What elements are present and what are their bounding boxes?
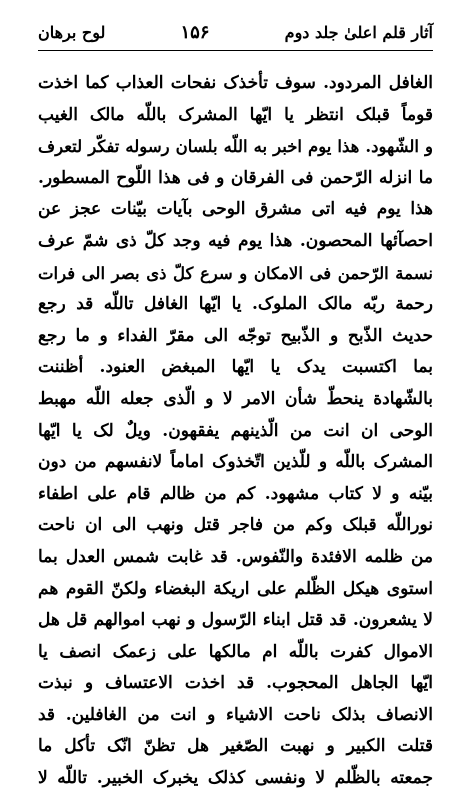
text-line: هذا یوم فیه اتی مشرق الوحی بآیات بیّنات عجز عن [38,199,433,220]
text-line: قوماً قبلک انتظر یا ایّها المشرک باللّه مالک الغیب [38,104,433,125]
page-header [38,18,433,46]
text-line: بالشّهادة ینحطّ شأن الامر لا و الّذی جعله اللّه مهبط [38,388,433,409]
book-title: آثار قلم اعلیٰ جلد دوم [284,22,433,42]
text-line: بیّنه و لا کتاب مشهود. کم من ظالم قام علی اطفاء [38,483,433,504]
text-line: نوراللّه قبلک وکم من فاجر قتل ونهب الی ان ناحت [38,515,433,536]
section-title: لوح برهان [38,22,106,42]
text-line: رحمة ربّه مالک الملوک. یا ایّها الغافل تاللّه قد رجع [38,294,433,315]
text-line: الغافل المردود. سوف تأخذک نفحات العذاب کما اخذت [38,73,433,93]
text-line: و الشّهود. هذا یوم اخبر به اللّه بلسان رسوله تفکّر لتعرف [38,137,433,157]
text-line: الانصاف بذلک ناحت الاشیاء و انت من الغافلین. قد [38,704,433,725]
text-line: ما انزله الرّحمن فی الفرقان و فی هذا اللّوح المسطور. [38,167,433,188]
text-line: لا یشعرون. قد قتل ابناء الرّسول و نهب اموالهم قل هل [38,610,433,631]
text-line: الوحی ان انت من الّذینهم یفقهون. ویلٌ لک یا ایّها [38,420,433,441]
text-line: نسمة الرّحمن فی الامکان و سرع کلّ ذی بصر الی فرات [38,263,433,283]
text-line: المشرک باللّه و للّذین اتّخذوک اماماً لانفسهم من دون [38,452,433,473]
text-line: حدیث الذّبح و الذّبیح توجّه الی مقرّ الفداء و ما رجع [38,325,433,346]
header-divider [38,50,433,51]
body-text [38,68,433,795]
text-line: من ظلمه الافئدة والنّفوس. قد غابت شمس العدل بما [38,546,433,567]
page-number: ۱۵۶ [180,21,210,43]
text-line: ایّها الجاهل المحجوب. قد اخذت الاعتساف و نبذت [38,673,433,694]
text-line: الاموال کفرت باللّه ام مالکها علی زعمک انصف یا [38,641,433,662]
text-line: استوی هیکل الظّلم علی اریکة البغضاء ولکنّ القوم هم [38,578,433,599]
text-line: احصآئها المحصون. هذا یوم فیه وجد کلّ ذی شمّ عرف [38,230,433,251]
text-line: بما اکتسبت یدک یا ایّها المبغض العنود. أظننت [38,357,433,378]
text-line: جمعته بالظّلم لا ونفسی کذلک یخبرک الخبیر. تاللّه لا [38,768,433,789]
text-line: قتلت الکبیر و نهبت الصّغیر هل تظنّ انّک تأکل ما [38,736,433,757]
